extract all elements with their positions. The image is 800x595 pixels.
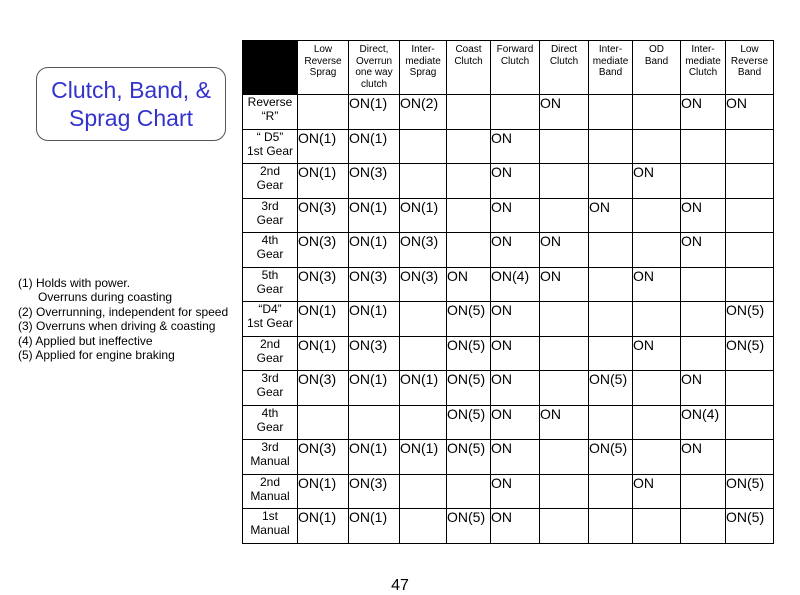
column-header-line: Clutch — [688, 67, 718, 78]
table-cell — [589, 267, 633, 302]
table-cell — [681, 267, 726, 302]
clutch-band-sprag-table — [242, 40, 774, 544]
row-header-line: 1st — [261, 509, 278, 523]
table-cell: ON(5) — [447, 336, 491, 371]
table-cell: ON(3) — [349, 474, 400, 509]
row-header — [243, 474, 298, 509]
row-header-line: Gear — [256, 281, 284, 296]
table-cell: ON — [447, 267, 491, 302]
table-cell — [681, 474, 726, 509]
column-header-line: one way — [355, 67, 393, 78]
column-header-line: Forward — [496, 44, 534, 55]
table-cell — [633, 129, 681, 164]
table-cell: ON — [491, 164, 540, 199]
table-cell — [589, 129, 633, 164]
table-row — [243, 233, 774, 268]
table-cell — [633, 405, 681, 440]
table-cell — [726, 267, 774, 302]
table-cell: ON(3) — [298, 440, 349, 475]
row-header-line: 2nd — [259, 164, 281, 178]
row-header-line: 4th — [261, 405, 279, 420]
table-cell — [540, 302, 589, 337]
table-cell: ON(1) — [298, 302, 349, 337]
table-cell — [400, 302, 447, 337]
column-header-line: mediate — [685, 55, 721, 67]
table-cell: ON — [491, 198, 540, 233]
table-cell: ON(4) — [491, 267, 540, 302]
table-cell: ON(5) — [447, 302, 491, 337]
table-row — [243, 198, 774, 233]
table-row — [243, 336, 774, 371]
table-cell: ON — [681, 440, 726, 475]
row-header-line: 3rd — [261, 371, 279, 385]
table-cell — [540, 509, 589, 544]
table-cell: ON(1) — [400, 198, 447, 233]
table-cell: ON(2) — [400, 95, 447, 130]
table-cell: ON(5) — [447, 371, 491, 406]
column-header-line: Band — [644, 55, 669, 67]
table-cell — [589, 474, 633, 509]
table-cell — [447, 474, 491, 509]
table-cell: ON(1) — [400, 371, 447, 406]
table-cell — [540, 164, 589, 199]
column-header — [400, 41, 447, 95]
table-cell — [540, 198, 589, 233]
table-cell: ON — [491, 440, 540, 475]
legend-item: (3) Overruns when driving & coasting — [18, 319, 216, 334]
table-cell — [400, 405, 447, 440]
table-row — [243, 95, 774, 130]
title-line-1: Clutch, Band, & — [51, 77, 211, 103]
column-header-line: Coast — [455, 44, 482, 55]
table-cell: ON — [491, 371, 540, 406]
table-cell — [540, 129, 589, 164]
column-header-line: Direct — [550, 44, 578, 55]
column-header-line: Low — [313, 44, 333, 55]
row-header-line: 3rd — [261, 440, 279, 454]
table-cell: ON(5) — [447, 509, 491, 544]
table-cell: ON(3) — [298, 267, 349, 302]
table-cell — [400, 164, 447, 199]
row-header — [243, 198, 298, 233]
column-header-line: mediate — [592, 55, 629, 67]
row-header — [243, 371, 298, 406]
table-cell — [447, 129, 491, 164]
table-cell: ON(3) — [349, 267, 400, 302]
table-cell — [726, 440, 774, 475]
table-cell: ON — [726, 95, 774, 130]
table-cell — [726, 198, 774, 233]
row-header — [243, 440, 298, 475]
column-header-line: OD — [649, 44, 664, 55]
table-cell: ON(1) — [298, 129, 349, 164]
table-cell — [726, 164, 774, 199]
table-cell: ON(3) — [400, 233, 447, 268]
column-header-line: Low — [740, 44, 759, 55]
table-cell: ON(5) — [447, 440, 491, 475]
table-cell: ON — [491, 509, 540, 544]
table-cell — [540, 474, 589, 509]
row-header-line: “D4” — [258, 302, 282, 316]
row-header-line: 2nd — [259, 336, 281, 351]
table-cell — [589, 336, 633, 371]
column-header — [447, 41, 491, 95]
table-cell: ON — [633, 336, 681, 371]
table-cell: ON(5) — [726, 302, 774, 337]
table-cell: ON(1) — [349, 440, 400, 475]
legend-item: (1) Holds with power. — [18, 276, 131, 290]
row-header — [243, 405, 298, 440]
column-header-line: Sprag — [309, 67, 337, 78]
column-header — [540, 41, 589, 95]
table-cell: ON(1) — [298, 474, 349, 509]
row-header-line: Gear — [256, 350, 284, 365]
corner-cell — [243, 41, 298, 95]
table-cell — [298, 405, 349, 440]
column-header-line: Inter- — [598, 44, 623, 55]
table-cell — [633, 233, 681, 268]
legend — [18, 276, 228, 362]
table-cell: ON(5) — [726, 474, 774, 509]
table-cell: ON(1) — [349, 371, 400, 406]
table-cell — [726, 405, 774, 440]
table-cell: ON(5) — [589, 371, 633, 406]
column-header-line: Overrun — [355, 55, 393, 67]
table-cell: ON(1) — [349, 509, 400, 544]
table-cell: ON(1) — [349, 198, 400, 233]
table-cell: ON — [491, 129, 540, 164]
title-box — [36, 67, 226, 141]
table-cell — [447, 233, 491, 268]
column-header-line: Reverse — [730, 55, 769, 67]
column-header-line: Reverse — [304, 55, 342, 67]
table-cell — [633, 440, 681, 475]
table-cell: ON(1) — [298, 336, 349, 371]
table-cell — [633, 371, 681, 406]
column-header-line: Direct, — [359, 44, 389, 55]
column-header-line: clutch — [360, 78, 388, 90]
row-header — [243, 164, 298, 199]
row-header-line: 1st Gear — [246, 316, 294, 330]
table-cell — [681, 164, 726, 199]
table-cell: ON — [491, 474, 540, 509]
row-header-line: “ D5” — [256, 129, 284, 144]
table-cell: ON — [633, 267, 681, 302]
table-cell: ON — [540, 405, 589, 440]
table-row — [243, 474, 774, 509]
row-header-line: “R” — [261, 109, 279, 123]
table-cell — [681, 302, 726, 337]
table-cell — [349, 405, 400, 440]
table-cell — [447, 95, 491, 130]
table-row — [243, 302, 774, 337]
table-cell — [681, 509, 726, 544]
table-row — [243, 509, 774, 544]
table-cell: ON — [540, 95, 589, 130]
table-cell — [447, 198, 491, 233]
row-header — [243, 129, 298, 164]
table-cell: ON — [633, 164, 681, 199]
table-cell: ON(5) — [447, 405, 491, 440]
table-cell: ON(1) — [349, 302, 400, 337]
table-cell: ON(5) — [726, 336, 774, 371]
table-cell: ON(1) — [298, 509, 349, 544]
row-header-line: 4th — [261, 233, 279, 247]
column-header — [298, 41, 349, 95]
table-cell — [726, 371, 774, 406]
table-cell: ON(1) — [349, 233, 400, 268]
row-header — [243, 267, 298, 302]
column-header-line: Inter- — [411, 44, 435, 55]
row-header-line: Manual — [250, 523, 290, 537]
table-cell — [491, 95, 540, 130]
table-cell — [589, 95, 633, 130]
row-header — [243, 233, 298, 268]
table-cell: ON — [491, 302, 540, 337]
table-cell — [681, 336, 726, 371]
table-cell: ON(1) — [349, 95, 400, 130]
table-cell — [540, 371, 589, 406]
table-cell: ON(3) — [298, 371, 349, 406]
table-cell — [447, 164, 491, 199]
row-header-line: Gear — [256, 247, 284, 261]
table-cell — [540, 336, 589, 371]
table-cell — [400, 336, 447, 371]
row-header-line: 5th — [261, 267, 279, 282]
row-header-line: 1st Gear — [246, 143, 294, 158]
column-header-line: Sprag — [409, 67, 437, 78]
table-cell: ON — [633, 474, 681, 509]
table-cell — [589, 302, 633, 337]
table-cell: ON — [491, 233, 540, 268]
page-number: 47 — [391, 577, 409, 594]
row-header — [243, 95, 298, 130]
table-row — [243, 267, 774, 302]
legend-item: (4) Applied but ineffective — [18, 333, 153, 348]
table-cell: ON — [681, 198, 726, 233]
column-header-line: mediate — [405, 55, 441, 67]
table-cell: ON — [681, 371, 726, 406]
row-header-line: Manual — [250, 488, 290, 503]
table-cell — [540, 440, 589, 475]
table-cell: ON — [540, 267, 589, 302]
table-row — [243, 440, 774, 475]
table-cell: ON(1) — [298, 164, 349, 199]
column-header-line: Band — [598, 67, 623, 78]
table-cell: ON(1) — [400, 440, 447, 475]
table-cell: ON — [540, 233, 589, 268]
row-header-line: Gear — [256, 178, 284, 192]
row-header-line: Gear — [256, 419, 284, 434]
row-header-line: 2nd — [259, 474, 281, 489]
table-cell: ON(5) — [726, 509, 774, 544]
table-cell: ON(3) — [298, 233, 349, 268]
column-header — [726, 41, 774, 95]
table-cell: ON(3) — [400, 267, 447, 302]
column-header — [349, 41, 400, 95]
table-cell: ON — [491, 336, 540, 371]
table-cell: ON(3) — [349, 164, 400, 199]
table-cell: ON — [681, 95, 726, 130]
column-header-line: Clutch — [454, 55, 483, 67]
row-header-line: Manual — [250, 454, 290, 468]
column-header — [491, 41, 540, 95]
table-cell — [681, 129, 726, 164]
table-cell — [589, 164, 633, 199]
table-cell: ON — [589, 198, 633, 233]
table-cell: ON(4) — [681, 405, 726, 440]
title-line-2: Sprag Chart — [68, 105, 193, 131]
legend-item: (2) Overrunning, independent for speed — [18, 304, 229, 319]
table-cell: ON(1) — [349, 129, 400, 164]
table-cell — [400, 509, 447, 544]
table-cell — [633, 302, 681, 337]
row-header-line: Reverse — [247, 95, 293, 109]
table-cell — [726, 129, 774, 164]
row-header-line: Gear — [256, 385, 284, 399]
table-cell: ON(5) — [589, 440, 633, 475]
row-header — [243, 336, 298, 371]
table-cell — [633, 95, 681, 130]
column-header-line: Clutch — [500, 55, 530, 67]
table-cell: ON(3) — [298, 198, 349, 233]
table-cell — [589, 509, 633, 544]
legend-item: (5) Applied for engine braking — [18, 348, 175, 363]
table-cell — [633, 198, 681, 233]
table-row — [243, 164, 774, 199]
table-row — [243, 405, 774, 440]
table-cell: ON — [681, 233, 726, 268]
row-header-line: 3rd — [261, 198, 279, 213]
column-header — [681, 41, 726, 95]
table-row — [243, 371, 774, 406]
column-header-line: Inter- — [691, 44, 715, 55]
table-cell: ON(3) — [349, 336, 400, 371]
legend-item: Overruns during coasting — [38, 290, 173, 305]
column-header — [589, 41, 633, 95]
table-cell — [400, 474, 447, 509]
table-row — [243, 129, 774, 164]
table-cell — [589, 233, 633, 268]
header-row — [243, 41, 774, 95]
table-cell — [589, 405, 633, 440]
row-header — [243, 302, 298, 337]
table-cell — [298, 95, 349, 130]
column-header-line: Band — [737, 67, 762, 78]
column-header — [633, 41, 681, 95]
table-cell — [726, 233, 774, 268]
column-header-line: Clutch — [549, 55, 579, 67]
table-cell: ON — [491, 405, 540, 440]
row-header-line: Gear — [256, 212, 284, 227]
row-header — [243, 509, 298, 544]
table-cell — [633, 509, 681, 544]
table-cell — [400, 129, 447, 164]
